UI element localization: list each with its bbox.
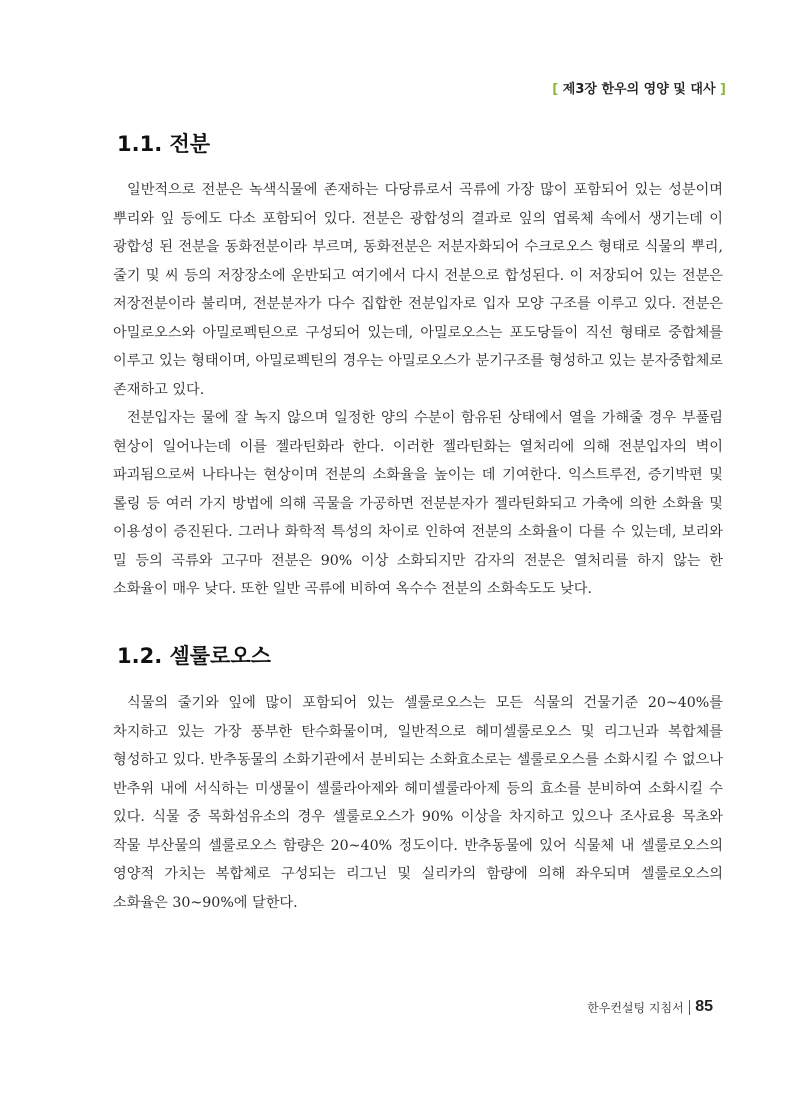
- header-open-bracket: [: [552, 82, 559, 97]
- paragraph: 전분입자는 물에 잘 녹지 않으며 일정한 양의 수분이 함유된 상태에서 열을 가해줄 경우 부풀림 현상이 일어나는데 이를 젤라틴화라 한다. 이러한 젤라틴화는 열처리에 의해 전분입자의 벽이 파괴됨으로써 나타나는 현상이며 전분의 소화율을 높이는 데 기여한다. 익스트루전, 증기박편 및 롤링 등 여러 가지 방법에 의해 곡물을 가공하면 전분분자가 젤라틴화되고 가축에 의한 소화율 및 이용성이 증진된다. 그러나 화학적 특성의 차이로 인하여 전분의 소화율이 다를 수 있는데, 보리와 밀 등의 곡류와 고구마 전분은 90% 이상 소화되지만 감자의 전분은 열처리를 하지 않는 한 소화율이 매우 낮다. 또한 일반 곡류에 비하여 옥수수 전분의 소화속도도 낮다.: [113, 410, 723, 597]
- section-body-cellulose: [113, 689, 723, 917]
- section-body-starch: [113, 176, 723, 604]
- book-title: 한우컨설팅 지침서: [587, 1000, 684, 1015]
- page-number: 85: [695, 998, 713, 1015]
- paragraph: 식물의 줄기와 잎에 많이 포함되어 있는 셀룰로오스는 모든 식물의 건물기준 20~40%를 차지하고 있는 가장 풍부한 탄수화물이며, 일반적으로 헤미셀룰로오스 및 리그닌과 복합체를 형성하고 있다. 반추동물의 소화기관에서 분비되는 소화효소로는 셀룰로오스를 소화시킬 수 없으나 반추위 내에 서식하는 미생물이 셀룰라아제와 헤미셀룰라아제 등의 효소를 분비하여 소화시킬 수 있다. 식물 중 목화섬유소의 경우 셀룰로오스가 90% 이상을 차지하고 있으나 조사료용 목초와 작물 부산물의 셀룰로오스 함량은 20~40% 정도이다. 반추동물에 있어 식물체 내 셀룰로오스의 영양적 가치는 복합체로 구성되는 리그닌 및 실리카의 함량에 의해 좌우되며 셀룰로오스의 소화율은 30~90%에 달한다.: [113, 695, 723, 911]
- header-close-bracket: ]: [720, 82, 726, 97]
- chapter-title: 제3장 한우의 영양 및 대사: [562, 82, 716, 97]
- chapter-header: [552, 78, 726, 97]
- section-heading-cellulose: 1.2. 셀룰로오스: [117, 644, 271, 668]
- page-footer: [587, 998, 713, 1016]
- footer-divider: [689, 1000, 691, 1015]
- paragraph: 일반적으로 전분은 녹색식물에 존재하는 다당류로서 곡류에 가장 많이 포함되어 있는 성분이며 뿌리와 잎 등에도 다소 포함되어 있다. 전분은 광합성의 결과로 잎의 엽록체 속에서 생기는데 이 광합성 된 전분을 동화전분이라 부르며, 동화전분은 저분자화되어 수크로오스 형태로 식물의 뿌리, 줄기 및 씨 등의 저장장소에 운반되고 여기에서 다시 전분으로 합성된다. 이 저장되어 있는 전분은 저장전분이라 불리며, 전분분자가 다수 집합한 전분입자로 입자 모양 구조를 이루고 있다. 전분은 아밀로오스와 아밀로펙틴으로 구성되어 있는데, 아밀로오스는 포도당들이 직선 형태로 중합체를 이루고 있는 형태이며, 아밀로펙틴의 경우는 아밀로오스가 분기구조를 형성하고 있는 분자중합체로 존재하고 있다.: [113, 182, 723, 398]
- section-heading-starch: 1.1. 전분: [117, 132, 211, 156]
